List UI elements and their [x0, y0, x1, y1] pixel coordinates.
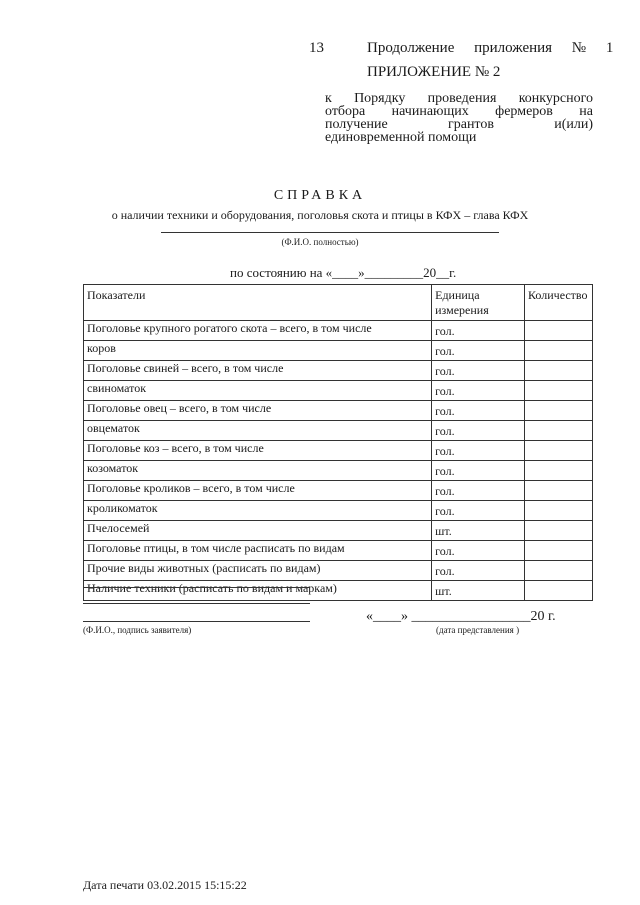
unit-cell: гол.	[432, 541, 525, 561]
unit-cell: гол.	[432, 321, 525, 341]
quantity-cell[interactable]	[525, 441, 593, 461]
unit-cell: гол.	[432, 441, 525, 461]
indicator-cell: Поголовье овец – всего, в том числе	[84, 401, 432, 421]
document-subtitle: о наличии техники и оборудования, поголовья скота и птицы в КФХ – глава КФХ	[111, 208, 529, 222]
fio-caption: (Ф.И.О. полностью)	[281, 237, 359, 247]
print-date: Дата печати 03.02.2015 15:15:22	[83, 878, 247, 892]
table-row	[84, 381, 593, 401]
unit-cell: шт.	[432, 581, 525, 601]
quantity-cell[interactable]	[525, 341, 593, 361]
page-number: 13	[309, 40, 324, 56]
appendix-reference	[325, 92, 593, 144]
quantity-cell[interactable]	[525, 421, 593, 441]
unit-cell: гол.	[432, 361, 525, 381]
unit-cell: гол.	[432, 401, 525, 421]
indicator-cell: Прочие виды животных (расписать по видам)	[84, 561, 432, 581]
reference-line: получение грантов и(или)	[325, 117, 593, 132]
indicator-cell: Поголовье птицы, в том числе расписать по видам	[84, 541, 432, 561]
quantity-cell[interactable]	[525, 561, 593, 581]
quantity-cell[interactable]	[525, 381, 593, 401]
reference-line: к Порядку проведения конкурсного	[325, 91, 593, 106]
quantity-cell[interactable]	[525, 361, 593, 381]
appendix-title: ПРИЛОЖЕНИЕ № 2	[367, 64, 501, 80]
quantity-cell[interactable]	[525, 521, 593, 541]
quantity-cell[interactable]	[525, 501, 593, 521]
unit-cell: гол.	[432, 381, 525, 401]
table-row	[84, 501, 593, 521]
quantity-cell[interactable]	[525, 401, 593, 421]
header-unit: Единица измерения	[432, 285, 525, 321]
header-quantity: Количество	[525, 285, 593, 321]
quantity-cell[interactable]	[525, 321, 593, 341]
continuation-label: Продолжение приложения № 1	[367, 40, 614, 56]
indicator-cell: коров	[84, 341, 432, 361]
unit-cell: гол.	[432, 501, 525, 521]
indicators-table	[83, 284, 593, 601]
indicator-cell: кроликоматок	[84, 501, 432, 521]
quantity-cell[interactable]	[525, 481, 593, 501]
unit-cell: гол.	[432, 461, 525, 481]
indicator-cell: Поголовье крупного рогатого скота – всего, в том числе	[84, 321, 432, 341]
indicator-cell: Поголовье коз – всего, в том числе	[84, 441, 432, 461]
table-row	[84, 561, 593, 581]
table-row	[84, 321, 593, 341]
table-row	[84, 581, 593, 601]
indicator-cell: свиноматок	[84, 381, 432, 401]
table-row	[84, 521, 593, 541]
indicator-cell: овцематок	[84, 421, 432, 441]
table-row	[84, 341, 593, 361]
quantity-cell[interactable]	[525, 541, 593, 561]
unit-cell: шт.	[432, 521, 525, 541]
table-row	[84, 421, 593, 441]
table-row	[84, 461, 593, 481]
signature-line[interactable]	[83, 603, 310, 604]
unit-cell: гол.	[432, 341, 525, 361]
quantity-cell[interactable]	[525, 461, 593, 481]
fio-fill-line[interactable]	[161, 232, 499, 233]
quantity-cell[interactable]	[525, 581, 593, 601]
table-row	[84, 361, 593, 381]
document-title: СПРАВКА	[273, 188, 367, 203]
submission-date-field[interactable]: «____» _________________20 г.	[366, 609, 556, 624]
signature-line[interactable]	[83, 621, 310, 622]
applicant-caption: (Ф.И.О., подпись заявителя)	[83, 625, 192, 635]
reference-line: отбора начинающих фермеров на	[325, 104, 593, 119]
table-row	[84, 441, 593, 461]
as-of-date-line: по состоянию на «____»_________20__г.	[230, 265, 457, 280]
indicator-cell: Наличие техники (расписать по видам и маркам)	[84, 581, 432, 601]
submission-date-caption: (дата представления )	[436, 625, 520, 635]
table-header-row	[84, 285, 593, 321]
table-row	[84, 401, 593, 421]
unit-cell: гол.	[432, 481, 525, 501]
indicator-cell: козоматок	[84, 461, 432, 481]
unit-cell: гол.	[432, 561, 525, 581]
indicator-cell: Пчелосемей	[84, 521, 432, 541]
header-indicators: Показатели	[84, 285, 432, 321]
table-row	[84, 481, 593, 501]
signature-line[interactable]	[83, 587, 310, 588]
indicator-cell: Поголовье кроликов – всего, в том числе	[84, 481, 432, 501]
reference-line: единовременной помощи	[325, 130, 477, 145]
indicator-cell: Поголовье свиней – всего, в том числе	[84, 361, 432, 381]
unit-cell: гол.	[432, 421, 525, 441]
table-row	[84, 541, 593, 561]
